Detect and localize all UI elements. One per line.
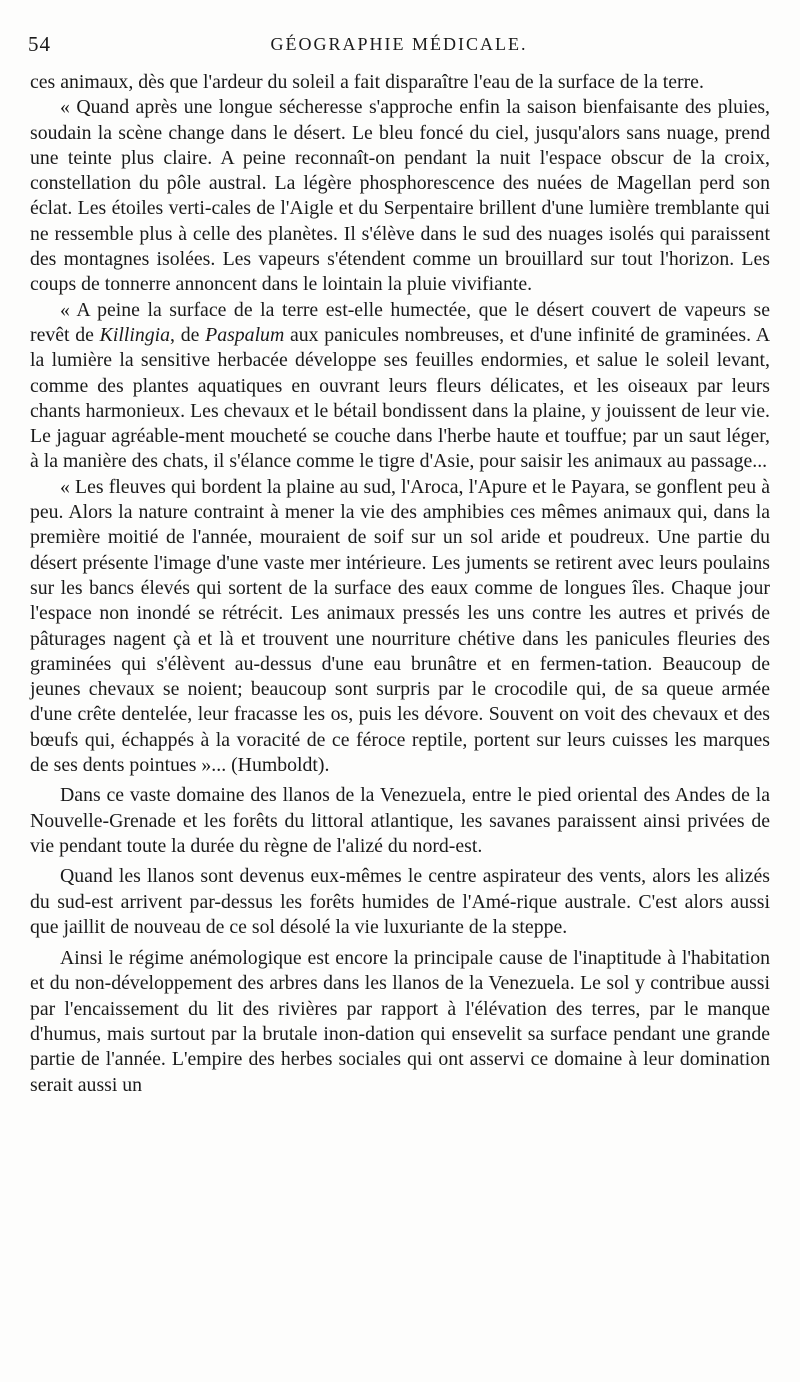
paragraph-desert-vegetation-mid: , de: [170, 323, 206, 346]
paragraph-desert-vegetation-end: aux panicules nombreuses, et d'une infinité de graminées. A la lumière la sensitive herbacée développe ses feuilles endormies, et salue le soleil levant, comme des plantes aquatiques en ouvrant leurs fleurs délicates, et les oiseaux par leurs chants harmonieux. Les chevaux et le bétail bondissent dans la plaine, y jouissent de leur vie. Le jaguar agréable-ment moucheté se couche dans l'herbe haute et touffue; par un saut léger, à la manière des chats, il s'élance comme le tigre d'Asie, pour saisir les animaux au passage...: [30, 323, 770, 473]
paragraph-rivers-flood: « Les fleuves qui bordent la plaine au sud, l'Aroca, l'Apure et le Payara, se gonflent peu à peu. Alors la nature contraint à mener la vie des amphibies ces mêmes animaux qui, dans la première moitié de l'année, mouraient de soif sur un sol aride et poudreux. Une partie du désert présente l'image d'une vaste mer intérieure. Les juments se retirent avec leurs poulains sur les bancs élevés qui sortent de la surface des eaux comme de longues îles. Chaque jour l'espace non inondé se rétrécit. Les animaux pressés les uns contre les autres et privés de pâturages nagent çà et là et trouvent une nourriture chétive dans les panicules fleuries des graminées qui s'élèvent au-dessus d'une eau brunâtre et en fermen-tation. Beaucoup de jeunes chevaux se noient; beaucoup sont surpris par le crocodile qui, de sa queue armée d'une crête dentelée, leur fracasse les os, puis les dévore. Souvent on voit des chevaux et des bœufs qui, échappés à la voracité de ce féroce reptile, portent sur leurs cuisses les marques de ses dents pointues »... (Humboldt).: [30, 475, 770, 777]
paragraph-llanos-domain: Dans ce vaste domaine des llanos de la Venezuela, entre le pied oriental des Andes de la Nouvelle-Grenade et les forêts du littoral atlantique, les savanes paraissent ainsi privées de vie pendant toute la durée du règne de l'alizé du nord-est.: [30, 784, 770, 857]
paragraph-southeast-trades: Quand les llanos sont devenus eux-mêmes le centre aspirateur des vents, alors les alizés du sud-est arrivent par-dessus les forêts humides de l'Amé-rique australe. C'est alors aussi que jaillit de nouveau de ce sol désolé la vie luxuriante de la steppe.: [30, 865, 770, 938]
paragraph-desert-vegetation: [30, 298, 770, 475]
paragraph-anemological-regime: Ainsi le régime anémologique est encore la principale cause de l'inaptitude à l'habitation et du non-développement des arbres dans les llanos de la Venezuela. Le sol y contribue aussi par l'encaissement du lit des rivières par rapport à l'élévation des terres, par le manque d'humus, mais surtout par la brutale inon-dation qui ensevelit sa surface pendant une grande partie de l'année. L'empire des herbes sociales qui ont asservi ce domaine à leur domination serait aussi un: [30, 947, 770, 1096]
page-number: 54: [28, 32, 51, 56]
paragraph-rainy-season: « Quand après une longue sécheresse s'approche enfin la saison bienfaisante des pluies, soudain la scène change dans le désert. Le bleu foncé du ciel, jusqu'alors sans nuage, prend une teinte plus claire. A peine reconnaît-on pendant la nuit l'espace obscur de la croix, constellation du pôle austral. La légère phosphorescence des nuées de Magellan perd son éclat. Les étoiles verti-cales de l'Aigle et du Serpentaire brillent d'une lumière tremblante qui ne ressemble plus à celle des planètes. Il s'élève dans le sud des nuages isolés qui paraissent des montagnes isolées. Les vapeurs s'étendent comme un brouillard sur tout l'horizon. Les coups de tonnerre annoncent dans le lointain la pluie vivifiante.: [30, 96, 770, 296]
taxon-paspalum: Paspalum: [205, 323, 285, 346]
taxon-killingia: Killingia: [99, 323, 171, 346]
body-text: [30, 70, 770, 1098]
running-title: GÉOGRAPHIE MÉDICALE.: [270, 34, 528, 54]
paragraph-desert-vegetation-start: « A peine la surface de la terre est-elle humectée, que le désert couvert de vapeurs se revêt de: [30, 298, 770, 346]
page-header: [28, 30, 770, 60]
paragraph-continuation: ces animaux, dès que l'ardeur du soleil a fait disparaître l'eau de la surface de la terre.: [30, 71, 704, 93]
